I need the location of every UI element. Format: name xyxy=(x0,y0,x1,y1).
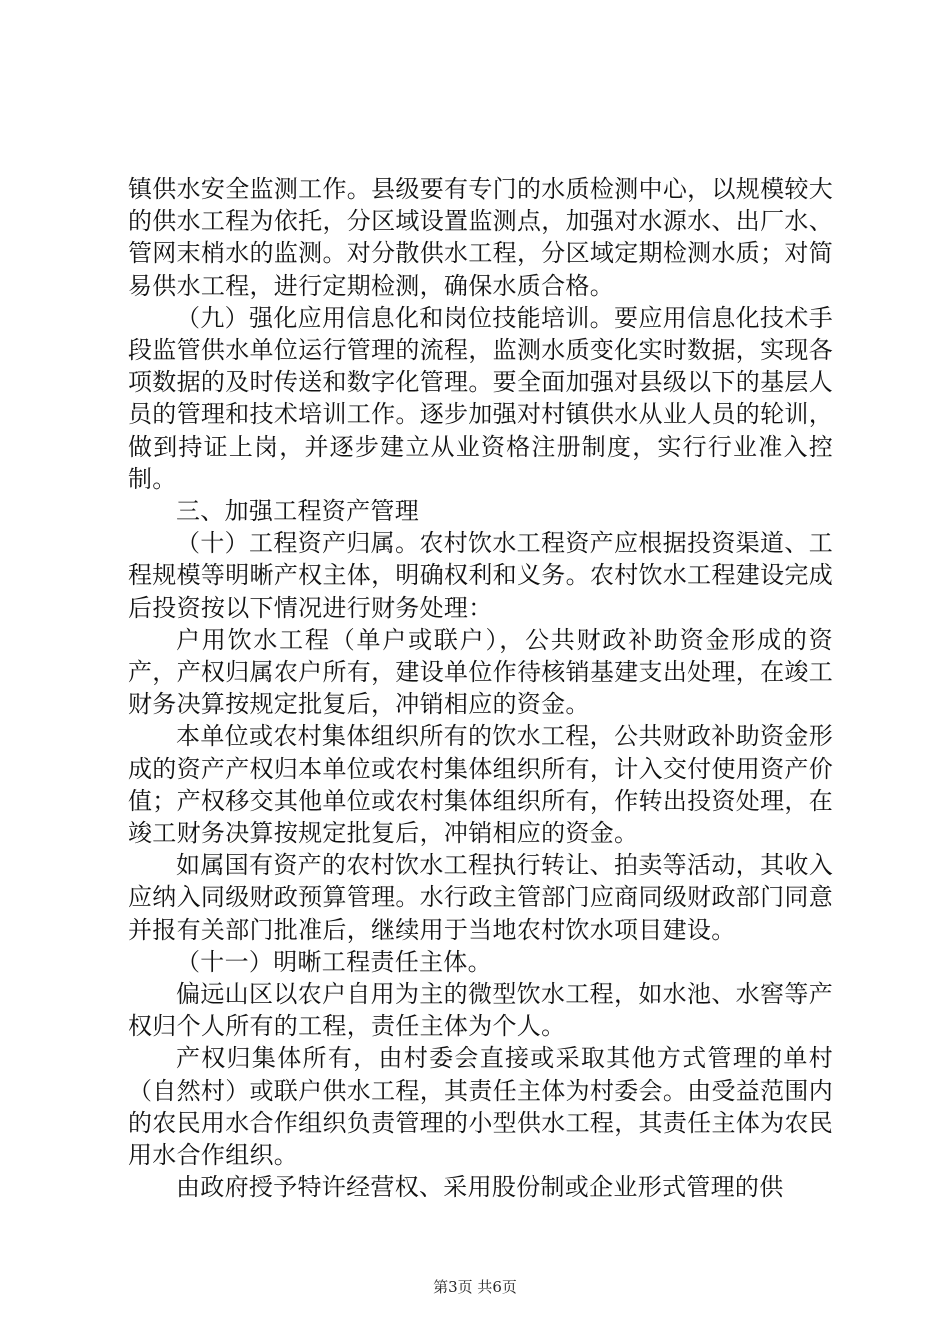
paragraph-informatization-training: （九）强化应用信息化和岗位技能培训。要应用信息化技术手段监管供水单位运行管理的流程，监测水质变化实时数据，实现各项数据的及时传送和数字化管理。要全面加强对县级以下的基层人员的管理和技术培训工作。逐步加强对村镇供水从业人员的轮训，做到持证上岗，并逐步建立从业资格注册制度，实行行业准入控制。 xyxy=(128,303,833,493)
page-number-footer: 第3页 共6页 xyxy=(433,1278,517,1296)
paragraph-franchise-projects: 由政府授予特许经营权、采用股份制或企业形式管理的供 xyxy=(176,1173,784,1202)
paragraph-individual-responsibility: 偏远山区以农户自用为主的微型饮水工程，如水池、水窖等产权归个人所有的工程，责任主体为个人。 xyxy=(128,980,833,1041)
paragraph-asset-ownership: （十）工程资产归属。农村饮水工程资产应根据投资渠道、工程规模等明晰产权主体，明确权利和义务。农村饮水工程建设完成后投资按以下情况进行财务处理： xyxy=(128,529,833,622)
subheading-responsibility: （十一）明晰工程责任主体。 xyxy=(176,947,492,976)
paragraph-state-assets: 如属国有资产的农村饮水工程执行转让、拍卖等活动，其收入应纳入同级财政预算管理。水行政主管部门应商同级财政部门同意并报有关部门批准后，继续用于当地农村饮水项目建设。 xyxy=(128,851,833,944)
paragraph-water-monitoring: 镇供水安全监测工作。县级要有专门的水质检测中心，以规模较大的供水工程为依托，分区域设置监测点，加强对水源水、出厂水、管网末梢水的监测。对分散供水工程，分区域定期检测水质；对简易供水工程，进行定期检测，确保水质合格。 xyxy=(128,175,833,300)
paragraph-village-committee: 产权归集体所有，由村委会直接或采取其他方式管理的单村（自然村）或联户供水工程，其责任主体为村委会。由受益范围内的农民用水合作组织负责管理的小型供水工程，其责任主体为农民用水合作组织。 xyxy=(128,1044,833,1170)
paragraph-household-projects: 户用饮水工程（单户或联户），公共财政补助资金形成的资产，产权归属农户所有，建设单位作待核销基建支出处理，在竣工财务决算按规定批复后，冲销相应的资金。 xyxy=(128,625,833,719)
document-body xyxy=(128,173,833,1204)
paragraph-collective-projects: 本单位或农村集体组织所有的饮水工程，公共财政补助资金形成的资产产权归本单位或农村集体组织所有，计入交付使用资产价值；产权移交其他单位或农村集体组织所有，作转出投资处理，在竣工财务决算按规定批复后，冲销相应的资金。 xyxy=(128,722,833,848)
section-heading-asset-management: 三、加强工程资产管理 xyxy=(176,497,419,526)
